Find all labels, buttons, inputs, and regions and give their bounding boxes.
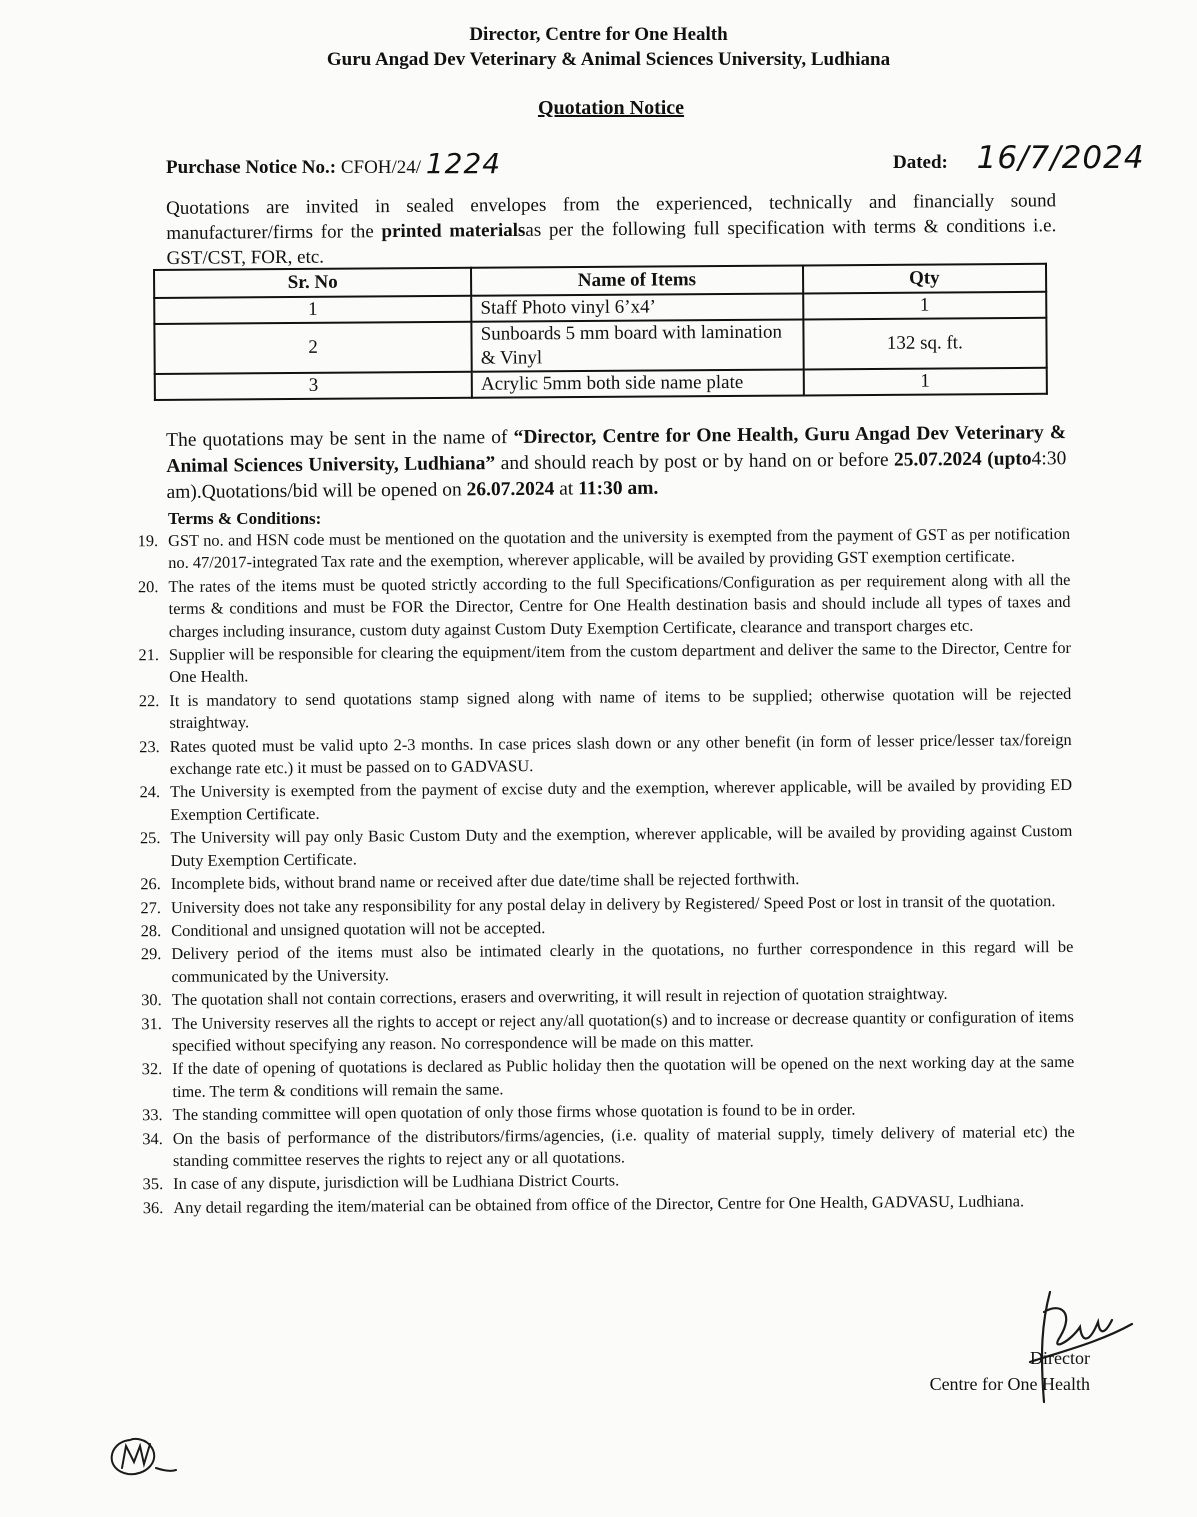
- purchase-notice-prefix: CFOH/24/: [340, 157, 422, 178]
- term-number: 20.: [137, 576, 159, 597]
- signature-block: [900, 1345, 1090, 1397]
- header-director: Director, Centre for One Health: [469, 24, 728, 45]
- row-sr: 2: [154, 322, 472, 374]
- purchase-notice-number: [166, 147, 501, 180]
- row-sr: 1: [154, 296, 471, 324]
- header-university: Guru Angad Dev Veterinary & Animal Sciences University, Ludhiana: [326, 49, 891, 70]
- term-number: 35.: [142, 1174, 164, 1194]
- row-qty: 132 sq. ft.: [803, 318, 1047, 370]
- term-number: 22.: [138, 690, 160, 711]
- submission-text: am).Quotations/bid will be opened on: [166, 479, 467, 503]
- signatory-title: Director: [1030, 1348, 1090, 1368]
- term-text: Delivery period of the items must also be intimated clearly in the quotations, no further correspondence in this regard will be communicated by the University.: [171, 937, 1074, 986]
- submission-text: and should reach by post or by hand on or before: [495, 449, 895, 475]
- term-text: It is mandatory to send quotations stamp signed along with name of items to be supplied; otherwise quotation will be rejected straightway.: [169, 683, 1072, 733]
- header-qty: Qty: [803, 264, 1047, 294]
- row-qty: 1: [803, 292, 1047, 320]
- header-name-of-items: Name of Items: [471, 265, 803, 295]
- dated-label: Dated:: [893, 152, 948, 173]
- submission-paragraph: [166, 420, 1067, 506]
- submission-text: The quotations may be sent in the name of: [166, 426, 514, 451]
- term-text: On the basis of performance of the distributors/firms/agencies, (i.e. quality of material supply, timely delivery of material etc) the standing committee reserves the rights to reject any or all quotations.: [172, 1121, 1075, 1170]
- term-text: Rates quoted must be valid upto 2-3 months. In case prices slash down or any other benefit (in form of lesser price/lesser tax/foreign exchange rate etc.) it must be passed on to GADVASU.: [169, 729, 1072, 779]
- term-number: 30.: [141, 990, 162, 1010]
- opening-date: 26.07.2024: [466, 478, 555, 501]
- term-number: 32.: [141, 1059, 163, 1079]
- term-text: GST no. and HSN code must be mentioned on the quotation and the university is exempted from the payment of GST as per notification no. 47/2017-integrated Tax rate and the exemption, wherever applicable, will be availed by providing GST exemption certificate.: [168, 523, 1071, 573]
- term-text: The University reserves all the rights to accept or reject any/all quotation(s) and to increase or decrease quantity or configuration of items specified without specifying any reason. No correspondence will be made on this matter.: [171, 1006, 1074, 1055]
- page-title: Quotation Notice: [537, 97, 685, 119]
- row-item-name: Sunboards 5 mm board with lamination & Vinyl: [472, 319, 804, 371]
- list-item: [141, 1005, 1074, 1057]
- list-item: [137, 523, 1071, 575]
- term-number: 33.: [142, 1105, 163, 1125]
- term-number: 24.: [139, 782, 161, 802]
- list-item: [137, 569, 1071, 643]
- terms-list: [137, 523, 1075, 1220]
- row-item-name: Staff Photo vinyl 6’x4’: [471, 293, 803, 321]
- term-number: 27.: [140, 897, 162, 917]
- handwritten-date: 16/7/2024: [976, 140, 1145, 176]
- term-number: 26.: [140, 874, 161, 894]
- list-item: [140, 936, 1074, 988]
- list-item: [139, 729, 1072, 781]
- deadline-time: 4:30: [1031, 448, 1067, 470]
- term-number: 19.: [137, 531, 159, 551]
- term-text: Conditional and unsigned quotation will not be accepted.: [171, 917, 546, 940]
- term-number: 28.: [140, 920, 162, 941]
- row-sr: 3: [155, 372, 472, 400]
- list-item: [141, 1051, 1075, 1103]
- intro-paragraph: [166, 188, 1057, 271]
- term-text: The quotation shall not contain corrections, erasers and overwriting, it will result in rejection of quotation straightway.: [171, 984, 948, 1010]
- deadline-date: 25.07.2024 (upto: [893, 448, 1032, 471]
- intro-text-before: Quotations are invited in sealed envelopes from the experienced, technically and financially sound manufacturer/firms for the: [166, 190, 1057, 244]
- items-table: [153, 263, 1048, 401]
- intro-text-after: as per the following full specification with terms & conditions i.e. GST/CST, FOR, etc.: [166, 215, 1057, 269]
- table-row: [155, 368, 1047, 400]
- term-number: 23.: [139, 736, 160, 756]
- opening-time: 11:30 am.: [578, 477, 659, 500]
- list-item: [142, 1120, 1075, 1172]
- addressee-bold: “Director, Centre for One Health, Guru Angad Dev Veterinary & Animal Sciences University, Ludhiana”: [166, 422, 1067, 477]
- term-number: 25.: [139, 828, 161, 848]
- intro-text-bold: printed materials: [381, 219, 526, 243]
- term-text: If the date of opening of quotations is declared as Public holiday then the quotation will be opened on the next working day at the same time. The term & conditions will remain the same.: [172, 1052, 1075, 1101]
- term-text: The University will pay only Basic Custom Duty and the exemption, wherever applicable, will be availed by providing against Custom Duty Exemption Certificate.: [170, 821, 1073, 870]
- term-text: Incomplete bids, without brand name or received after due date/time shall be rejected forthwith.: [170, 869, 800, 894]
- term-text: University does not take any responsibility for any postal delay in delivery by Registered/ Speed Post or lost in transit of the quotation.: [170, 890, 1056, 917]
- list-item: [138, 683, 1072, 735]
- signatory-office: Centre for One Health: [929, 1374, 1090, 1394]
- list-item: [138, 637, 1072, 689]
- term-text: The standing committee will open quotation of only those firms whose quotation is found to be in order.: [172, 1099, 856, 1125]
- row-qty: 1: [803, 368, 1047, 396]
- purchase-notice-label: Purchase Notice No.:: [166, 157, 337, 178]
- term-number: 31.: [141, 1013, 162, 1033]
- term-text: Supplier will be responsible for clearing the equipment/item from the custom department and deliver the same to the Director, Centre for One Health.: [168, 637, 1072, 687]
- header-sr-no: Sr. No: [154, 268, 471, 298]
- purchase-notice-handwritten-number: 1224: [425, 147, 502, 180]
- term-text: In case of any dispute, jurisdiction will be Ludhiana District Courts.: [173, 1170, 620, 1194]
- term-text: The rates of the items must be quoted strictly according to the full Specifications/Configuration as per requirement along with all the terms & conditions and must be FOR the Director, Centre for One Health destination basis and should include all types of taxes and charges including insurance, custom duty against Custom Duty Exemption Certificate, clearance and transport charges etc.: [168, 569, 1071, 641]
- term-text: The University is exempted from the payment of excise duty and the exemption, wherever applicable, will be availed by providing ED Exemption Certificate.: [169, 775, 1073, 824]
- term-number: 29.: [140, 944, 162, 964]
- list-item: [139, 774, 1073, 826]
- term-text: Any detail regarding the item/material can be obtained from office of the Director, Centre for One Health, GADVASU, Ludhiana.: [173, 1191, 1025, 1217]
- notice-date: [893, 140, 1145, 176]
- term-number: 21.: [138, 645, 160, 665]
- handwritten-initials: [100, 1432, 180, 1482]
- term-number: 34.: [142, 1128, 163, 1148]
- submission-text: at: [554, 478, 579, 500]
- list-item: [139, 820, 1073, 872]
- row-item-name: Acrylic 5mm both side name plate: [472, 369, 804, 397]
- table-row: [154, 318, 1046, 374]
- term-number: 36.: [142, 1197, 164, 1217]
- terms-heading: Terms & Conditions:: [168, 509, 322, 528]
